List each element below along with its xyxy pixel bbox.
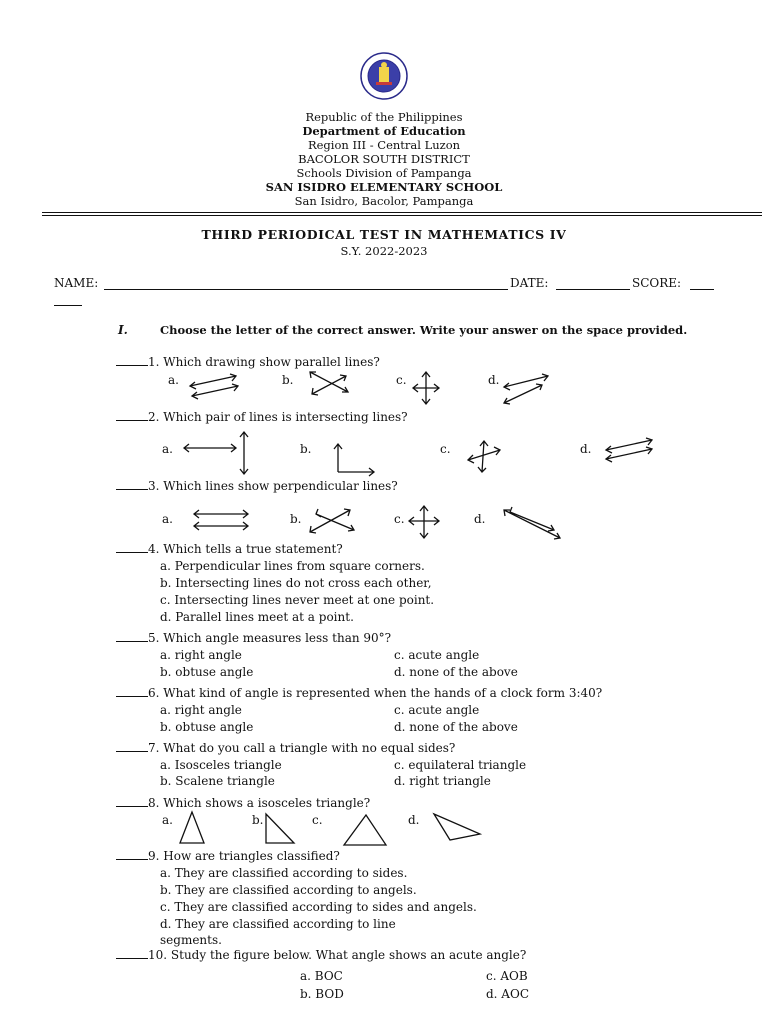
q3-option-b: b. — [290, 512, 302, 526]
answer-blank[interactable] — [116, 355, 148, 366]
question-10: 10. Study the figure below. What angle shows an acute angle? — [116, 948, 526, 962]
q2-figure-a — [180, 428, 252, 478]
q2-option-c: c. — [440, 442, 451, 456]
q3-figure-c — [406, 504, 442, 540]
test-title: THIRD PERIODICAL TEST IN MATHEMATICS IV — [201, 227, 567, 242]
score-field[interactable] — [690, 289, 714, 290]
question-2: 2. Which pair of lines is intersecting lines? — [116, 410, 408, 424]
q8-option-a: a. — [162, 813, 173, 827]
header-address: San Isidro, Bacolor, Pampanga — [294, 194, 474, 208]
q4-option-a: a. Perpendicular lines from square corners. — [160, 559, 425, 573]
q1-figure-c — [410, 370, 442, 406]
q3-option-c: c. — [394, 512, 405, 526]
q9-option-c: c. They are classified according to sides and angels. — [160, 900, 477, 914]
q2-option-a: a. — [162, 442, 173, 456]
q4-option-d: d. Parallel lines meet at a point. — [160, 610, 354, 624]
deped-seal — [360, 52, 408, 100]
q4-option-c: c. Intersecting lines never meet at one point. — [160, 593, 435, 607]
q1-option-d: d. — [488, 373, 500, 387]
question-4: 4. Which tells a true statement? — [116, 542, 343, 556]
q1-option-a: a. — [168, 373, 179, 387]
q1-figure-a — [186, 372, 242, 400]
q6-option-a: a. right angle — [160, 703, 242, 717]
q2-figure-c — [464, 438, 504, 476]
answer-blank[interactable] — [116, 542, 148, 553]
q9-option-d-continued: segments. — [160, 933, 222, 947]
q5-option-d: d. none of the above — [394, 665, 518, 679]
school-year: S.Y. 2022-2023 — [340, 244, 428, 258]
header-division: Schools Division of Pampanga — [296, 166, 472, 180]
q1-figure-d — [500, 373, 552, 405]
q8-figure-b — [260, 810, 298, 846]
question-7: 7. What do you call a triangle with no equal sides? — [116, 741, 455, 755]
q9-option-d: d. They are classified according to line — [160, 917, 396, 931]
q8-figure-c — [340, 812, 390, 848]
header-republic: Republic of the Philippines — [305, 110, 463, 124]
q10-option-a: a. BOC — [300, 969, 343, 983]
question-5: 5. Which angle measures less than 90°? — [116, 631, 391, 645]
answer-blank[interactable] — [116, 479, 148, 490]
answer-blank[interactable] — [116, 849, 148, 860]
q8-figure-d — [430, 810, 486, 844]
answer-blank[interactable] — [116, 948, 148, 959]
q5-option-a: a. right angle — [160, 648, 242, 662]
q2-figure-d — [602, 436, 658, 464]
q8-option-b: b. — [252, 813, 264, 827]
header-divider-2 — [42, 215, 762, 216]
header-school: SAN ISIDRO ELEMENTARY SCHOOL — [265, 180, 503, 194]
q3-option-d: d. — [474, 512, 486, 526]
q2-option-d: d. — [580, 442, 592, 456]
q10-option-b: b. BOD — [300, 987, 344, 1001]
q5-option-c: c. acute angle — [394, 648, 480, 662]
section-instruction: Choose the letter of the correct answer. Write your answer on the space provided. — [160, 323, 688, 337]
score-label: SCORE: — [632, 276, 682, 290]
question-3: 3. Which lines show perpendicular lines? — [116, 479, 398, 493]
section-numeral: I. — [118, 323, 128, 337]
q6-option-b: b. obtuse angle — [160, 720, 254, 734]
q3-figure-b — [306, 506, 358, 538]
question-1: 1. Which drawing show parallel lines? — [116, 355, 380, 369]
q10-option-c: c. AOB — [486, 969, 528, 983]
q5-option-b: b. obtuse angle — [160, 665, 254, 679]
answer-blank[interactable] — [116, 410, 148, 421]
q8-option-d: d. — [408, 813, 420, 827]
score-field-continued[interactable] — [54, 305, 82, 306]
q10-option-d: d. AOC — [486, 987, 529, 1001]
q1-option-b: b. — [282, 373, 294, 387]
q3-figure-a — [190, 508, 254, 532]
q7-option-b: b. Scalene triangle — [160, 774, 275, 788]
q1-option-c: c. — [396, 373, 407, 387]
question-6: 6. What kind of angle is represented when the hands of a clock form 3:40? — [116, 686, 602, 700]
q3-figure-d — [498, 506, 566, 542]
q6-option-c: c. acute angle — [394, 703, 480, 717]
q7-option-c: c. equilateral triangle — [394, 758, 527, 772]
header-region: Region III - Central Luzon — [307, 138, 461, 152]
question-8: 8. Which shows a isosceles triangle? — [116, 796, 370, 810]
name-label: NAME: — [54, 276, 99, 290]
answer-blank[interactable] — [116, 686, 148, 697]
q6-option-d: d. none of the above — [394, 720, 518, 734]
q1-figure-b — [304, 368, 354, 398]
date-field[interactable] — [556, 289, 630, 290]
q8-option-c: c. — [312, 813, 323, 827]
answer-blank[interactable] — [116, 741, 148, 752]
answer-blank[interactable] — [116, 796, 148, 807]
header-district: BACOLOR SOUTH DISTRICT — [298, 152, 470, 166]
answer-blank[interactable] — [116, 631, 148, 642]
header-divider — [42, 212, 762, 213]
q7-option-d: d. right triangle — [394, 774, 491, 788]
q2-figure-b — [330, 440, 380, 480]
date-label: DATE: — [510, 276, 549, 290]
header-department: Department of Education — [302, 124, 466, 138]
q3-option-a: a. — [162, 512, 173, 526]
q2-option-b: b. — [300, 442, 312, 456]
q9-option-b: b. They are classified according to angels. — [160, 883, 417, 897]
name-field[interactable] — [104, 289, 508, 290]
deped-seal-icon — [360, 52, 408, 100]
q4-option-b: b. Intersecting lines do not cross each other, — [160, 576, 432, 590]
q9-option-a: a. They are classified according to sides. — [160, 866, 408, 880]
question-9: 9. How are triangles classified? — [116, 849, 340, 863]
q7-option-a: a. Isosceles triangle — [160, 758, 282, 772]
q8-figure-a — [176, 810, 208, 846]
